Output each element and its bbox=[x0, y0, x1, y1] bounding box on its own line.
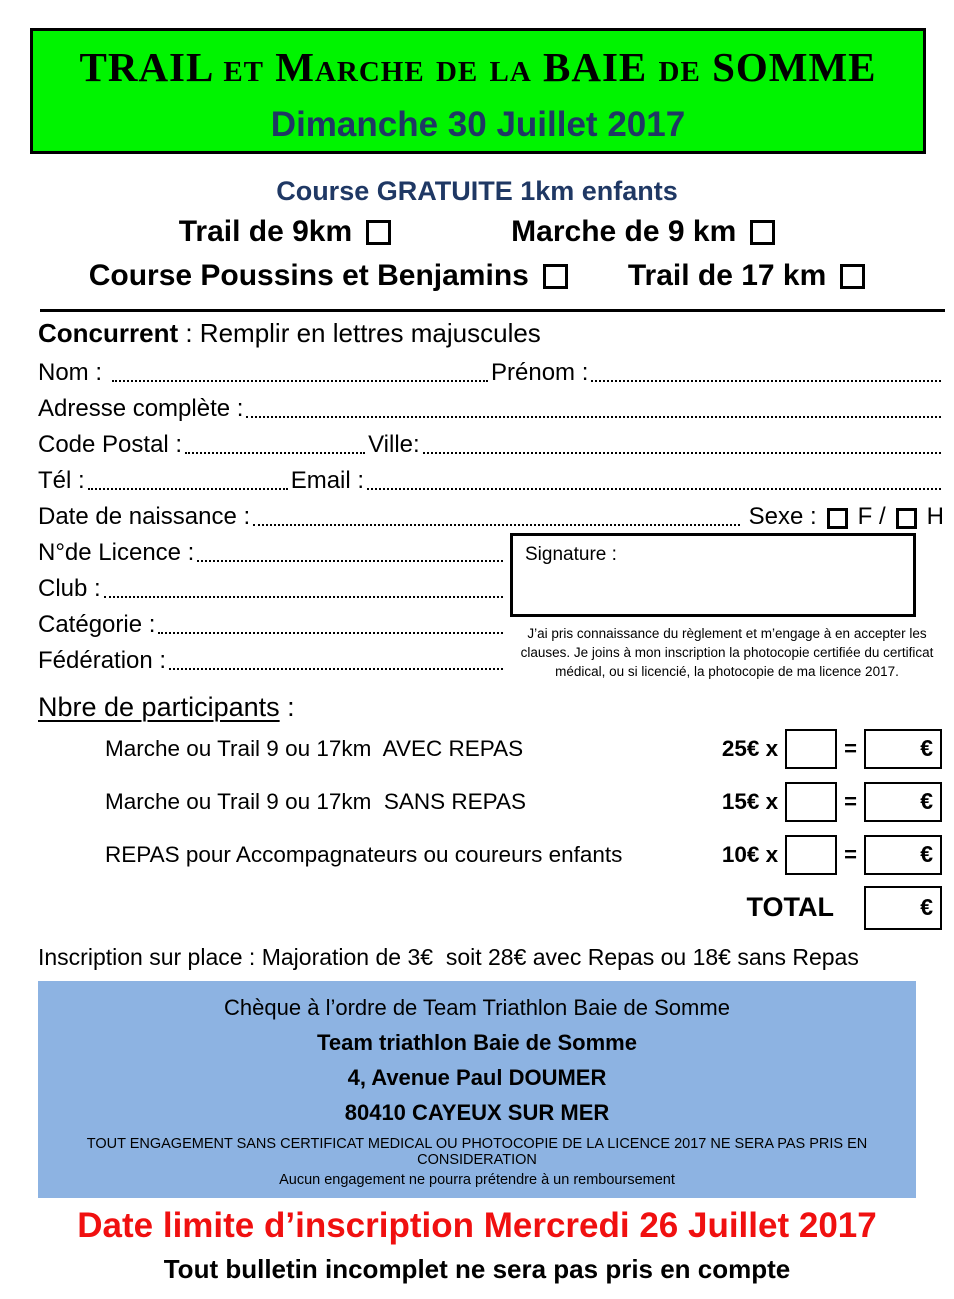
row-codepostal-ville bbox=[38, 423, 944, 459]
ville-input-line[interactable] bbox=[423, 452, 941, 454]
payment-info-box bbox=[38, 981, 916, 1198]
incomplete-form-note: Tout bulletin incomplet ne sera pas pris en compte bbox=[163, 1253, 791, 1284]
repas-accompagnateurs-label: REPAS pour Accompagnateurs ou coureurs enfants bbox=[105, 841, 623, 867]
email-label: Email : bbox=[290, 467, 365, 494]
concurrent-heading-bold: Concurrent bbox=[38, 318, 179, 348]
naissance-label: Date de naissance : bbox=[38, 503, 251, 530]
avec-repas-calc bbox=[722, 729, 942, 769]
section-divider bbox=[40, 309, 945, 312]
row-nom-prenom bbox=[38, 351, 944, 387]
sexe-f-label: F / bbox=[857, 503, 886, 530]
adresse-input-line[interactable] bbox=[246, 416, 941, 418]
avec-repas-equals: = bbox=[844, 735, 857, 761]
repas-accompagnateurs-equals: = bbox=[844, 841, 857, 867]
repas-accompagnateurs-amount-box[interactable] bbox=[864, 835, 942, 875]
sexe-h-checkbox[interactable] bbox=[896, 508, 917, 529]
federation-input-line[interactable] bbox=[169, 668, 503, 670]
avec-repas-label: Marche ou Trail 9 ou 17km AVEC REPAS bbox=[105, 735, 524, 761]
row-club bbox=[38, 567, 506, 603]
signature-column bbox=[506, 531, 944, 682]
payee-city: 80410 CAYEUX SUR MER bbox=[344, 1099, 610, 1125]
field-nom bbox=[38, 359, 491, 387]
avec-repas-price: 25€ x bbox=[721, 735, 779, 761]
licence-label: N°de Licence : bbox=[38, 539, 195, 566]
event-title: TRAIL et Marche de la BAIE de SOMME bbox=[79, 44, 877, 90]
avec-repas-currency: € bbox=[920, 735, 933, 762]
total-amount-box[interactable] bbox=[864, 886, 942, 930]
option-trail-9km-label: Trail de 9km bbox=[178, 215, 353, 248]
participants-heading-text: Nbre de participants bbox=[38, 691, 280, 722]
trail-9km-checkbox[interactable] bbox=[366, 220, 391, 245]
payee-name: Team triathlon Baie de Somme bbox=[317, 1029, 637, 1055]
federation-label: Fédération : bbox=[38, 647, 167, 674]
option-poussins-benjamins-label: Course Poussins et Benjamins bbox=[88, 259, 529, 292]
tel-label: Tél : bbox=[38, 467, 85, 494]
row-categorie bbox=[38, 603, 506, 639]
signature-label: Signature : bbox=[525, 544, 617, 565]
code-postal-input-line[interactable] bbox=[185, 452, 365, 454]
concurrent-heading-rest: : Remplir en lettres majuscules bbox=[178, 318, 541, 348]
price-row-avec-repas bbox=[105, 727, 942, 771]
club-label: Club : bbox=[38, 575, 101, 602]
prenom-input-line[interactable] bbox=[591, 380, 941, 382]
option-trail-17km bbox=[628, 259, 865, 293]
course-options-row-2 bbox=[0, 259, 954, 293]
club-input-line[interactable] bbox=[104, 596, 503, 598]
row-licence bbox=[38, 531, 506, 567]
onsite-registration-note: Inscription sur place : Majoration de 3€ soit 28€ avec Repas ou 18€ sans Repas bbox=[38, 943, 859, 970]
price-row-sans-repas bbox=[105, 780, 942, 824]
medical-certificate-warning: TOUT ENGAGEMENT SANS CERTIFICAT MEDICAL OU PHOTOCOPIE DE LA LICENCE 2017 NE SERA PAS PRIS EN CONSIDERATION bbox=[86, 1135, 868, 1168]
email-input-line[interactable] bbox=[367, 488, 941, 490]
row-tel-email bbox=[38, 459, 944, 495]
sans-repas-amount-box[interactable] bbox=[864, 782, 942, 822]
nom-input-line[interactable] bbox=[112, 380, 488, 382]
categorie-input-line[interactable] bbox=[158, 632, 503, 634]
no-refund-note: Aucun engagement ne pourra prétendre à un remboursement bbox=[279, 1171, 675, 1188]
marche-9km-checkbox[interactable] bbox=[750, 220, 775, 245]
categorie-label: Catégorie : bbox=[38, 611, 156, 638]
option-trail-17km-label: Trail de 17 km bbox=[627, 259, 827, 292]
legal-statement: J’ai pris connaissance du règlement et m’engage à en accepter les clauses. Je joins à mon inscription la photocopie certifiée du certificat médical, ou si licencié, la photocopie de ma licence 2017. bbox=[520, 626, 934, 679]
poussins-benjamins-checkbox[interactable] bbox=[543, 264, 568, 289]
licence-signature-columns bbox=[38, 531, 944, 682]
registration-form-page bbox=[0, 28, 954, 1299]
sans-repas-qty-box[interactable] bbox=[785, 782, 837, 822]
row-adresse bbox=[38, 387, 944, 423]
concurrent-heading bbox=[38, 318, 944, 349]
sans-repas-currency: € bbox=[920, 788, 933, 815]
repas-accompagnateurs-calc bbox=[722, 835, 942, 875]
total-row bbox=[0, 886, 942, 930]
participants-heading-colon: : bbox=[279, 691, 295, 722]
nom-label: Nom : bbox=[38, 359, 109, 386]
repas-accompagnateurs-currency: € bbox=[920, 841, 933, 868]
payee-street: 4, Avenue Paul DOUMER bbox=[347, 1064, 607, 1090]
sexe-f-checkbox[interactable] bbox=[827, 508, 848, 529]
repas-accompagnateurs-qty-box[interactable] bbox=[785, 835, 837, 875]
event-date: Dimanche 30 Juillet 2017 bbox=[270, 105, 686, 144]
naissance-input-line[interactable] bbox=[253, 524, 739, 526]
free-course-note: Course GRATUITE 1km enfants bbox=[276, 176, 678, 206]
participants-heading bbox=[38, 692, 944, 723]
trail-17km-checkbox[interactable] bbox=[840, 264, 865, 289]
option-marche-9km-label: Marche de 9 km bbox=[511, 215, 737, 248]
avec-repas-amount-box[interactable] bbox=[864, 729, 942, 769]
event-header-banner bbox=[30, 28, 926, 154]
registration-deadline: Date limite d’inscription Mercredi 26 Juillet 2017 bbox=[77, 1205, 877, 1245]
tel-input-line[interactable] bbox=[88, 488, 288, 490]
total-currency: € bbox=[920, 894, 933, 921]
sans-repas-equals: = bbox=[844, 788, 857, 814]
concurrent-fields bbox=[38, 351, 944, 531]
licence-input-line[interactable] bbox=[197, 560, 503, 562]
prenom-label: Prénom : bbox=[491, 359, 589, 386]
total-label: TOTAL bbox=[746, 892, 834, 923]
sans-repas-label: Marche ou Trail 9 ou 17km SANS REPAS bbox=[105, 788, 527, 814]
field-prenom bbox=[491, 359, 944, 387]
sans-repas-price: 15€ x bbox=[721, 788, 779, 814]
cheque-order-line: Chèque à l’ordre de Team Triathlon Baie de Somme bbox=[224, 994, 730, 1020]
option-trail-9km bbox=[179, 215, 391, 249]
option-marche-9km bbox=[511, 215, 775, 249]
row-federation bbox=[38, 639, 506, 675]
repas-accompagnateurs-price: 10€ x bbox=[721, 841, 779, 867]
price-row-repas-accompagnateurs bbox=[105, 833, 942, 877]
ville-label: Ville: bbox=[368, 431, 420, 458]
row-naissance-sexe bbox=[38, 495, 944, 531]
licence-fields-column bbox=[38, 531, 506, 682]
sexe-h-label: H bbox=[926, 503, 944, 530]
code-postal-label: Code Postal : bbox=[38, 431, 183, 458]
sexe-label: Sexe : bbox=[748, 503, 817, 530]
option-poussins-benjamins bbox=[89, 259, 568, 293]
avec-repas-qty-box[interactable] bbox=[785, 729, 837, 769]
adresse-label: Adresse complète : bbox=[38, 395, 244, 422]
sexe-group bbox=[749, 503, 944, 531]
sans-repas-calc bbox=[722, 782, 942, 822]
course-options-row-1 bbox=[0, 215, 954, 249]
signature-box[interactable] bbox=[510, 533, 916, 617]
